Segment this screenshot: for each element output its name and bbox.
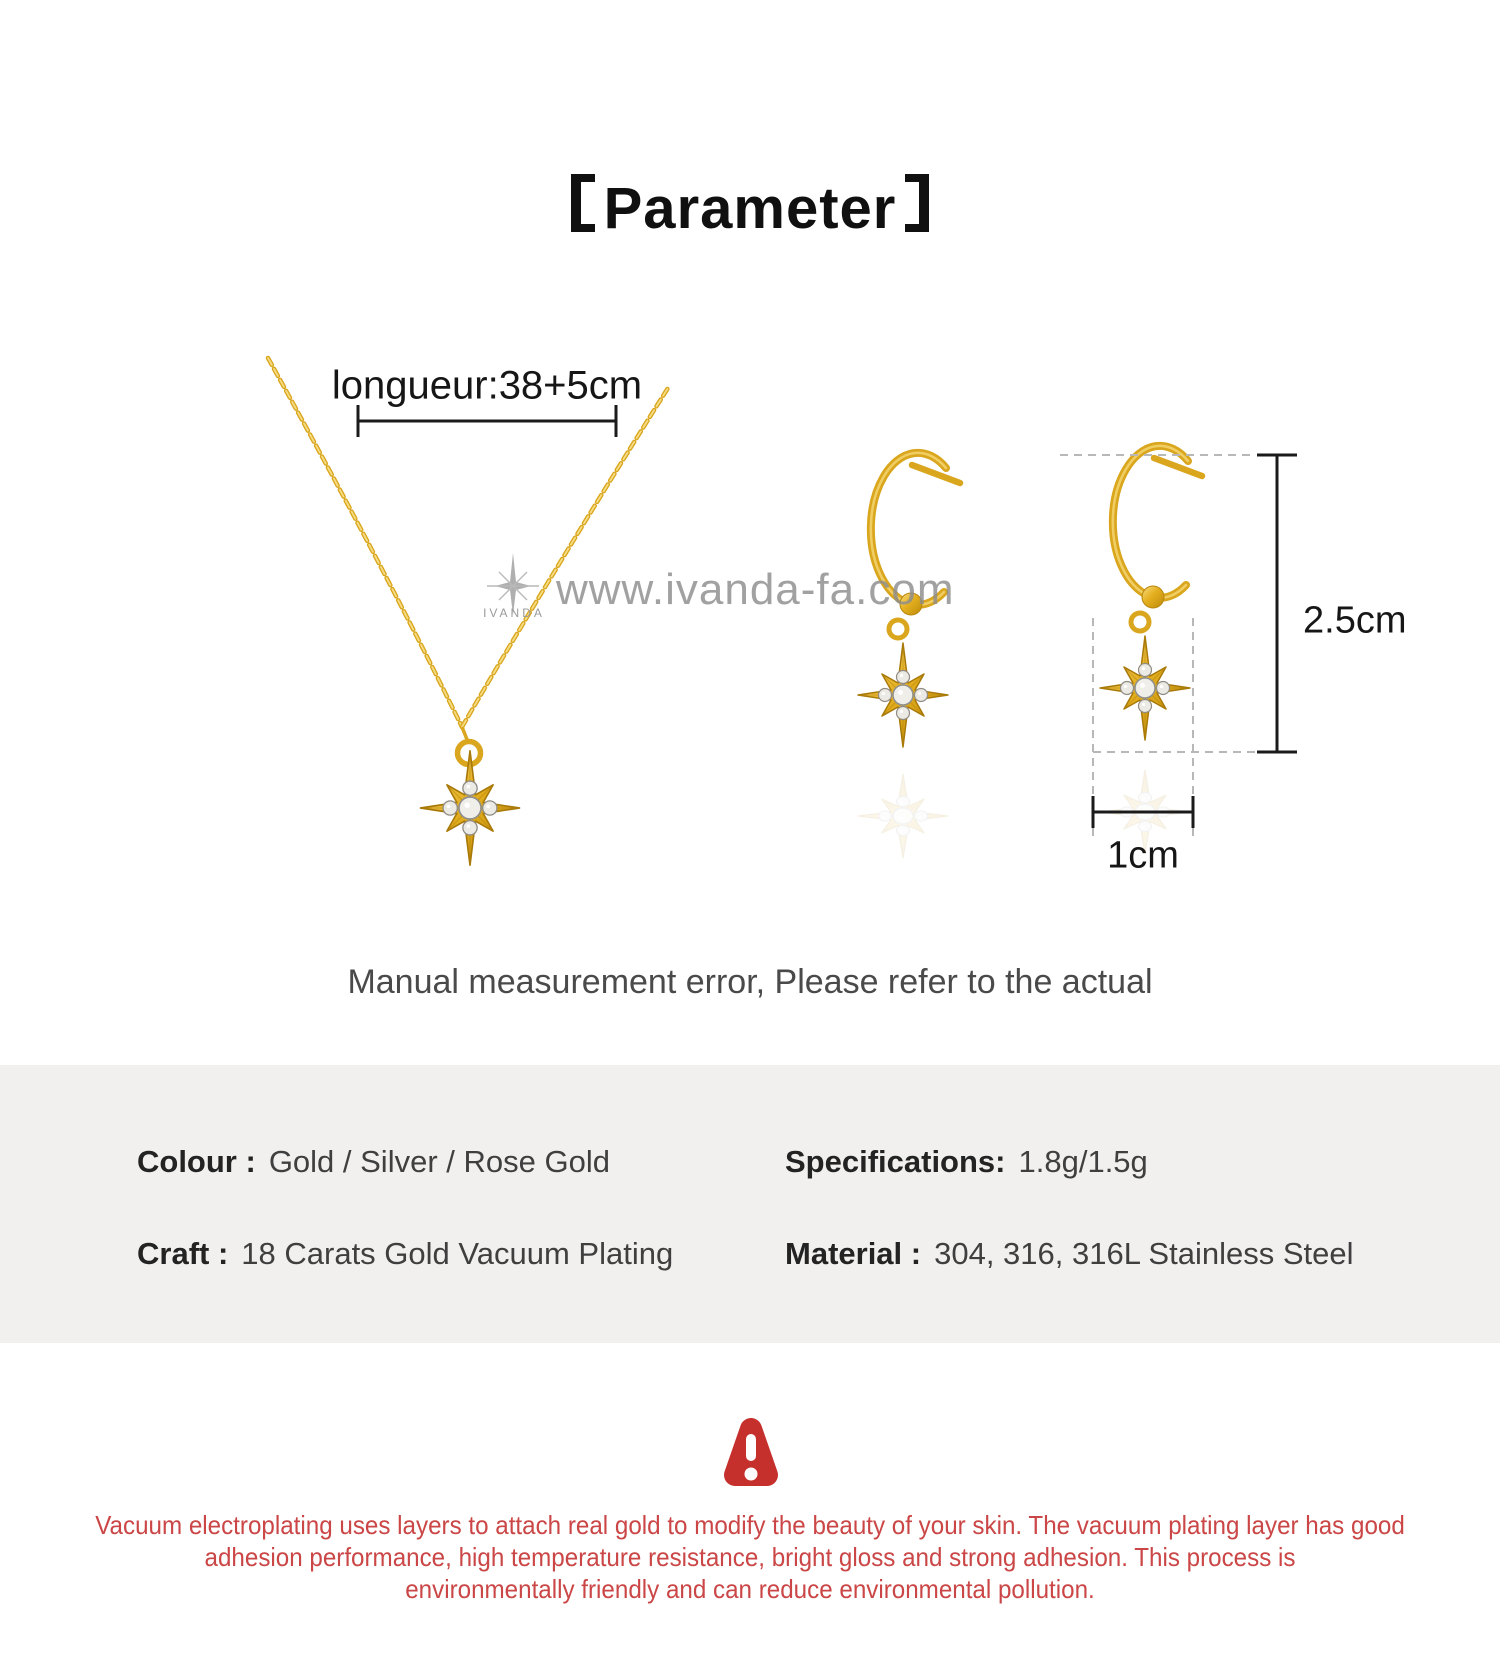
earring-right-image [1100, 446, 1202, 854]
spec-craft-value: 18 Carats Gold Vacuum Plating [241, 1236, 674, 1271]
spec-specifications-value: 1.8g/1.5g [1018, 1144, 1148, 1179]
warning-exclamation-icon [716, 1416, 786, 1500]
earring-height-label: 2.5cm [1303, 599, 1407, 642]
spec-specifications-label: Specifications: [785, 1144, 1006, 1179]
measure-guide-dashes [1060, 455, 1295, 836]
spec-colour [137, 1142, 610, 1182]
spec-colour-value: Gold / Silver / Rose Gold [268, 1144, 610, 1179]
spec-material-label: Material : [785, 1236, 922, 1271]
spec-material-value: 304, 316, 316L Stainless Steel [934, 1236, 1354, 1271]
spec-colour-label: Colour : [137, 1144, 256, 1179]
necklace-length-line [358, 405, 616, 437]
measurement-note: Manual measurement error, Please refer to the actual [347, 963, 1153, 1001]
warning-text-line-2: adhesion performance, high temperature resistance, bright gloss and strong adhesion. This process is [204, 1542, 1296, 1572]
warning-text-line-3: environmentally friendly and can reduce environmental pollution. [405, 1574, 1095, 1604]
earring-height-line [1257, 455, 1297, 752]
earring-left-image [858, 453, 960, 858]
watermark-brand-text: IVANDA [483, 606, 545, 620]
spec-material [785, 1234, 1354, 1274]
warning-text-line-1: Vacuum electroplating uses layers to attach real gold to modify the beauty of your skin. The vacuum plating layer has good [95, 1510, 1405, 1540]
necklace-length-label: longueur:38+5cm [331, 363, 643, 408]
spec-craft-label: Craft : [137, 1236, 229, 1271]
spec-specifications [785, 1142, 1148, 1182]
watermark-site-text: www.ivanda-fa.com [556, 565, 955, 614]
page-title-text: Parameter [603, 176, 897, 241]
spec-band [0, 1065, 1500, 1343]
earring-width-label: 1cm [1107, 834, 1179, 877]
spec-craft [137, 1234, 673, 1274]
